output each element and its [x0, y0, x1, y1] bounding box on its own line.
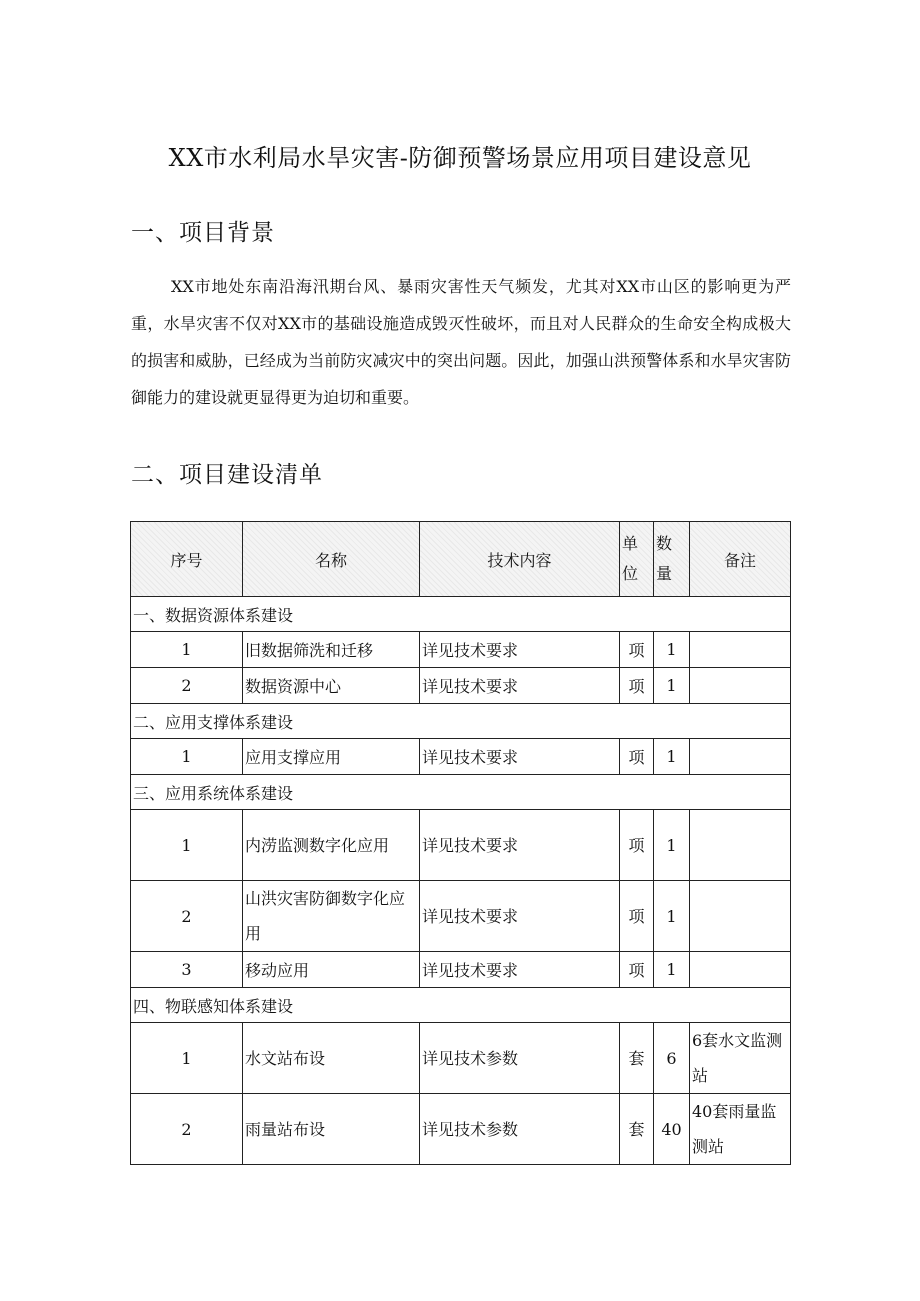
table-row — [131, 881, 791, 952]
cell-tech: 详见技术要求 — [420, 739, 620, 775]
cell-seq: 1 — [131, 1023, 243, 1094]
cell-seq: 1 — [131, 810, 243, 881]
category-row — [131, 775, 791, 810]
background-paragraph: XX市地处东南沿海汛期台风、暴雨灾害性天气频发，尤其对XX市山区的影响更为严重，水旱灾害不仅对XX市的基础设施造成毁灭性破坏，而且对人民群众的生命安全构成极大的损害和威胁，已经成为当前防灾减灾中的突出问题。因此，加强山洪预警体系和水旱灾害防御能力的建设就更显得更为迫切和重要。 — [131, 277, 791, 407]
table-row — [131, 810, 791, 881]
category-row — [131, 704, 791, 739]
cell-tech: 详见技术参数 — [420, 1023, 620, 1094]
table-row — [131, 952, 791, 988]
cell-note — [690, 632, 791, 668]
category-label: 三、应用系统体系建设 — [131, 775, 791, 810]
cell-qty: 1 — [654, 881, 690, 952]
cell-note — [690, 881, 791, 952]
cell-unit: 套 — [620, 1094, 654, 1165]
cell-unit: 项 — [620, 739, 654, 775]
header-unit-line2: 位 — [622, 564, 639, 583]
document-title: XX市水利局水旱灾害-防御预警场景应用项目建设意见 — [168, 144, 752, 172]
table-row — [131, 668, 791, 704]
cell-unit: 项 — [620, 810, 654, 881]
header-tech: 技术内容 — [420, 522, 620, 597]
cell-name: 数据资源中心 — [243, 668, 420, 704]
cell-note: 6套水文监测站 — [690, 1023, 791, 1094]
category-label: 一、数据资源体系建设 — [131, 597, 791, 632]
cell-qty: 1 — [654, 810, 690, 881]
section-heading-background: 一、项目背景 — [131, 220, 275, 246]
cell-seq: 2 — [131, 668, 243, 704]
cell-tech: 详见技术要求 — [420, 632, 620, 668]
cell-unit: 项 — [620, 881, 654, 952]
header-unit-line1: 单 — [622, 534, 639, 553]
category-label: 二、应用支撑体系建设 — [131, 704, 791, 739]
cell-qty: 1 — [654, 632, 690, 668]
cell-note — [690, 810, 791, 881]
cell-seq: 3 — [131, 952, 243, 988]
cell-tech: 详见技术要求 — [420, 881, 620, 952]
cell-name: 内涝监测数字化应用 — [243, 810, 420, 881]
cell-name: 山洪灾害防御数字化应用 — [243, 881, 420, 952]
cell-note — [690, 668, 791, 704]
cell-unit: 项 — [620, 668, 654, 704]
cell-qty: 1 — [654, 952, 690, 988]
table-row — [131, 1023, 791, 1094]
table-row — [131, 632, 791, 668]
build-list-table — [130, 521, 791, 1165]
cell-name: 应用支撑应用 — [243, 739, 420, 775]
cell-name: 旧数据筛洗和迁移 — [243, 632, 420, 668]
table-header-row — [131, 522, 791, 597]
cell-qty: 1 — [654, 739, 690, 775]
category-label: 四、物联感知体系建设 — [131, 988, 791, 1023]
header-seq: 序号 — [131, 522, 243, 597]
cell-unit: 项 — [620, 952, 654, 988]
cell-seq: 1 — [131, 632, 243, 668]
cell-tech: 详见技术要求 — [420, 952, 620, 988]
cell-seq: 2 — [131, 1094, 243, 1165]
header-qty-line1: 数 — [656, 534, 673, 553]
header-qty-line2: 量 — [656, 564, 673, 583]
category-row — [131, 597, 791, 632]
cell-name: 雨量站布设 — [243, 1094, 420, 1165]
header-qty — [654, 522, 690, 597]
cell-name: 水文站布设 — [243, 1023, 420, 1094]
category-row — [131, 988, 791, 1023]
cell-seq: 1 — [131, 739, 243, 775]
cell-qty: 40 — [654, 1094, 690, 1165]
cell-qty: 1 — [654, 668, 690, 704]
table-row — [131, 1094, 791, 1165]
cell-seq: 2 — [131, 881, 243, 952]
cell-qty: 6 — [654, 1023, 690, 1094]
cell-note — [690, 739, 791, 775]
cell-note — [690, 952, 791, 988]
cell-unit: 项 — [620, 632, 654, 668]
section-heading-build-list: 二、项目建设清单 — [131, 462, 323, 488]
cell-tech: 详见技术要求 — [420, 810, 620, 881]
table-row — [131, 739, 791, 775]
cell-tech: 详见技术参数 — [420, 1094, 620, 1165]
cell-note: 40套雨量监测站 — [690, 1094, 791, 1165]
cell-unit: 套 — [620, 1023, 654, 1094]
header-note: 备注 — [690, 522, 791, 597]
header-name: 名称 — [243, 522, 420, 597]
header-unit — [620, 522, 654, 597]
cell-name: 移动应用 — [243, 952, 420, 988]
cell-tech: 详见技术要求 — [420, 668, 620, 704]
